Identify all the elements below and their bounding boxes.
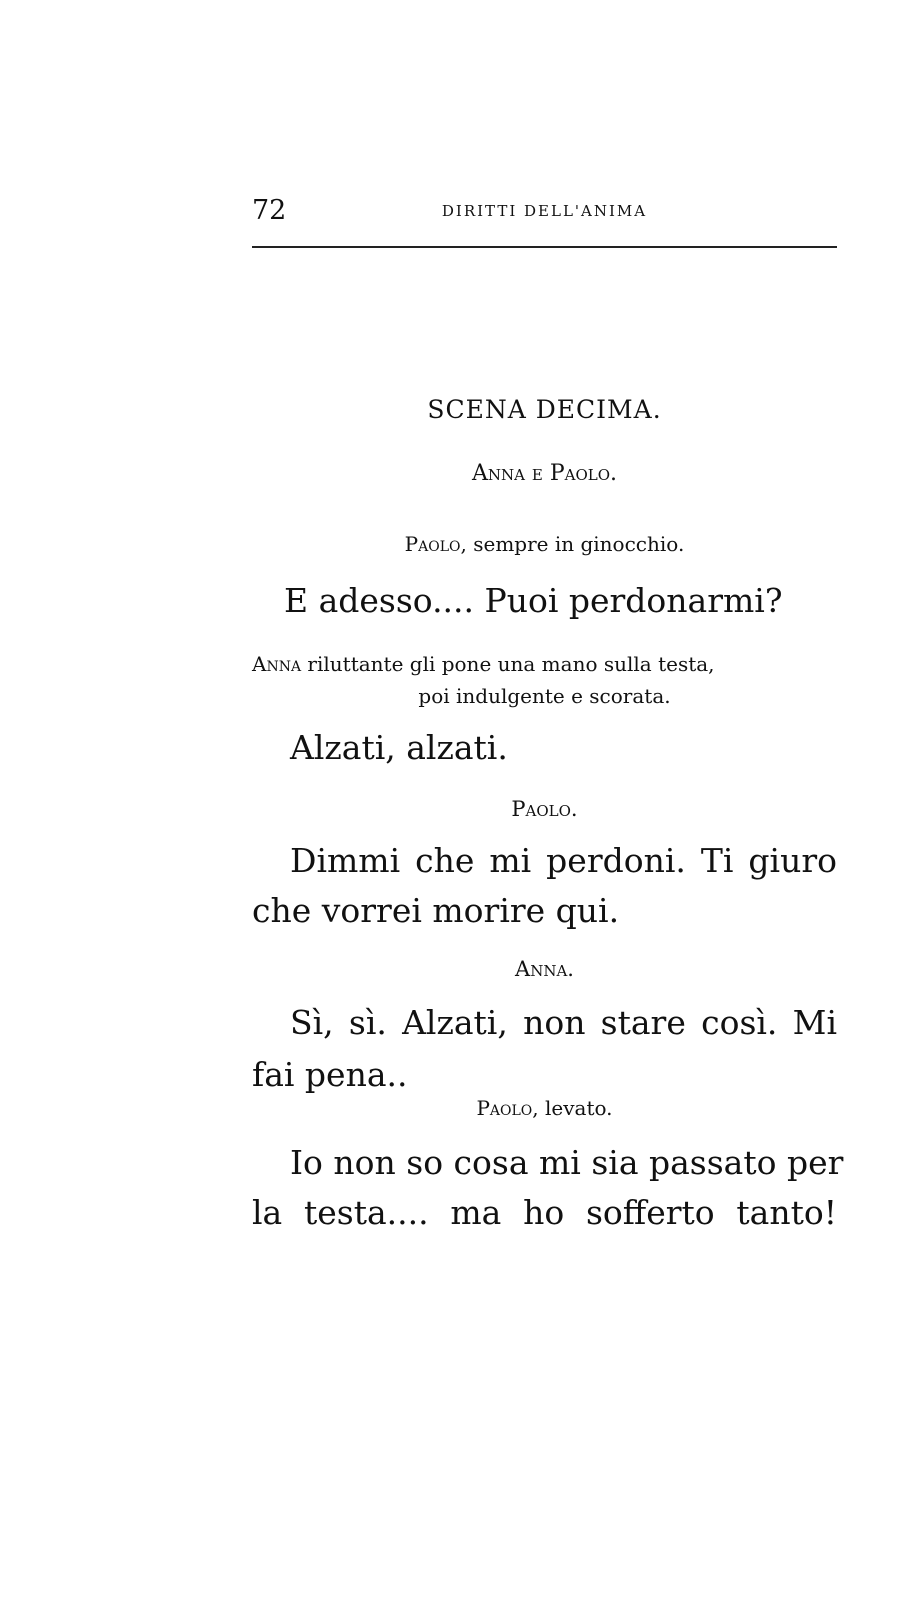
speaker-name: Anna <box>252 652 302 676</box>
dialogue-line: che vorrei morire qui. <box>252 891 620 930</box>
stage-direction <box>252 650 837 678</box>
dialogue-line: Dimmi che mi perdoni. Ti giuro <box>290 841 837 880</box>
speaker-name: Anna. <box>515 957 574 981</box>
scene-title: SCENA DECIMA. <box>427 395 662 424</box>
dialogue-line: Sì, sì. Alzati, non stare così. Mi <box>290 1003 837 1042</box>
speaker-name: Paolo, <box>476 1096 539 1120</box>
direction-text: sempre in ginocchio. <box>466 532 685 556</box>
speaker-name: Paolo. <box>511 797 578 821</box>
dialogue-line: la testa.... ma ho sofferto tanto! <box>252 1193 837 1232</box>
direction-text: riluttante gli pone una mano sulla testa, <box>301 652 715 676</box>
running-head <box>252 195 837 227</box>
direction-text: poi indulgente e scorata. <box>418 684 671 708</box>
stage-direction <box>252 1094 837 1122</box>
dialogue-line: Io non so cosa mi sia passato per <box>290 1143 844 1182</box>
page-number: 72 <box>252 195 287 226</box>
stage-direction <box>252 530 837 558</box>
direction-text: levato. <box>538 1096 613 1120</box>
running-title: DIRITTI DELL'ANIMA <box>441 202 648 220</box>
header-rule <box>252 246 837 248</box>
dialogue-line: fai pena.. <box>252 1055 408 1094</box>
speaker-name: Paolo, <box>404 532 467 556</box>
dialogue-line: E adesso.... Puoi perdonarmi? <box>284 581 783 620</box>
dialogue-line: Alzati, alzati. <box>290 728 508 767</box>
scene-characters: Anna e Paolo. <box>471 461 618 486</box>
